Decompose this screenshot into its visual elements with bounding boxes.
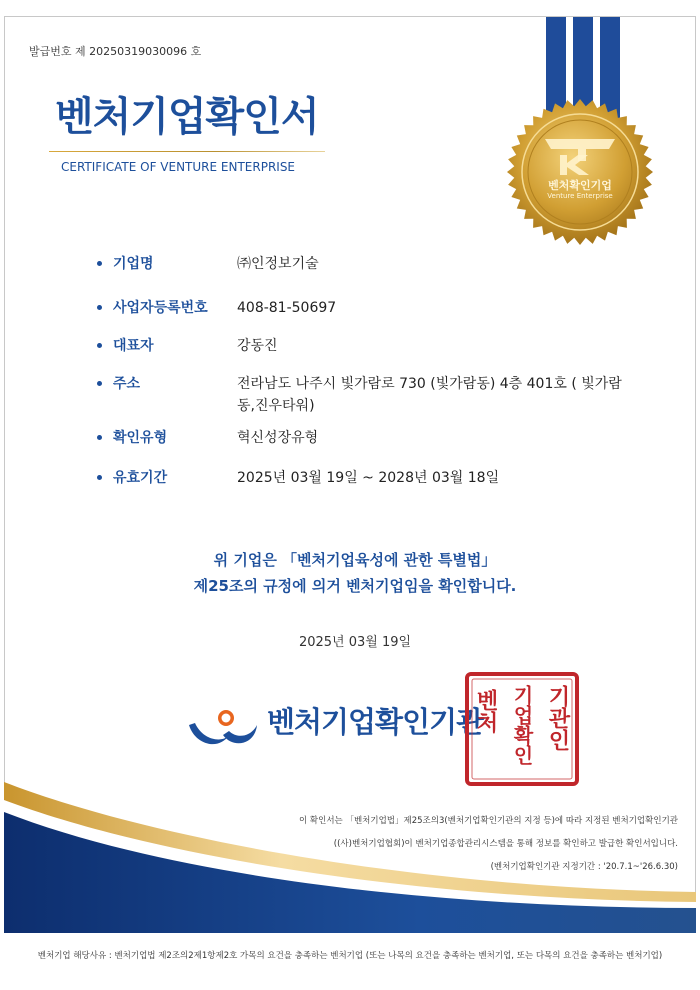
- issuance-notes: [299, 810, 678, 879]
- issue-date: 2025년 03월 19일: [298, 635, 412, 650]
- medal-label-english: Venture Enterprise: [547, 192, 613, 200]
- statement-line: 제25조의 규정에 의거 벤처기업임을 확인합니다.: [193, 577, 517, 595]
- field-label: 유효기간: [113, 470, 168, 486]
- medal-label: 벤처확인기업: [548, 179, 612, 192]
- issue-number: 발급번호 제 20250319030096 호: [29, 45, 202, 58]
- note-line: ((사)벤처기업협회)이 벤처기업종합관리시스템을 통해 정보를 확인하고 발급한 확인서입니다.: [333, 839, 678, 849]
- bullet-icon: [97, 261, 102, 266]
- title-divider: [49, 151, 325, 152]
- field-value: 2025년 03월 19일 ~ 2028년 03월 18일: [237, 470, 500, 486]
- field-label: 대표자: [113, 338, 154, 354]
- field-value: 전라남도 나주시 빛가람로 730 (빛가람동) 4층 401호 ( 빛가람동,진우타워): [237, 376, 622, 414]
- eligibility-note: 벤처기업 해당사유 : 벤처기업법 제2조의2제1항제2호 가목의 요건을 충족하는 벤처기업 (또는 나목의 요건을 충족하는 벤처기업, 또는 다목의 요건을 충족하는 벤처기업): [37, 951, 663, 961]
- statement-line: 위 기업은 「벤처기업육성에 관한 특별법」: [213, 551, 497, 569]
- venture-medal-icon: [505, 97, 655, 247]
- field-value: ㈜인정보기술: [237, 256, 319, 272]
- bullet-icon: [97, 475, 102, 480]
- issuer-logo-icon: [185, 705, 261, 753]
- seal-column: 기관인: [545, 685, 571, 751]
- note-line: (벤처기업확인기관 지정기간 : '20.7.1~'26.6.30): [490, 862, 678, 872]
- field-label: 주소: [113, 376, 141, 392]
- field-value: 강동진: [237, 338, 278, 354]
- certificate-title: 벤처기업확인서: [55, 94, 319, 140]
- note-line: 이 확인서는 「벤처기업법」제25조의3(벤처기업확인기관의 지정 등)에 따라 지정된 벤처기업확인기관: [298, 816, 678, 826]
- field-label: 기업명: [113, 256, 154, 272]
- field-value: 혁신성장유형: [237, 430, 319, 446]
- certificate-subtitle: CERTIFICATE OF VENTURE ENTERPRISE: [61, 160, 296, 174]
- issuer-name: 벤처기업확인기관: [267, 705, 484, 739]
- seal-column: 기업확인: [510, 685, 534, 765]
- seal-column: 벤처: [473, 689, 499, 733]
- bullet-icon: [97, 435, 102, 440]
- field-value: 408-81-50697: [237, 300, 337, 316]
- bullet-icon: [97, 343, 102, 348]
- confirmation-statement: [5, 547, 696, 599]
- field-label: 사업자등록번호: [113, 300, 208, 316]
- bullet-icon: [97, 381, 102, 386]
- field-label: 확인유형: [113, 430, 168, 446]
- bullet-icon: [97, 305, 102, 310]
